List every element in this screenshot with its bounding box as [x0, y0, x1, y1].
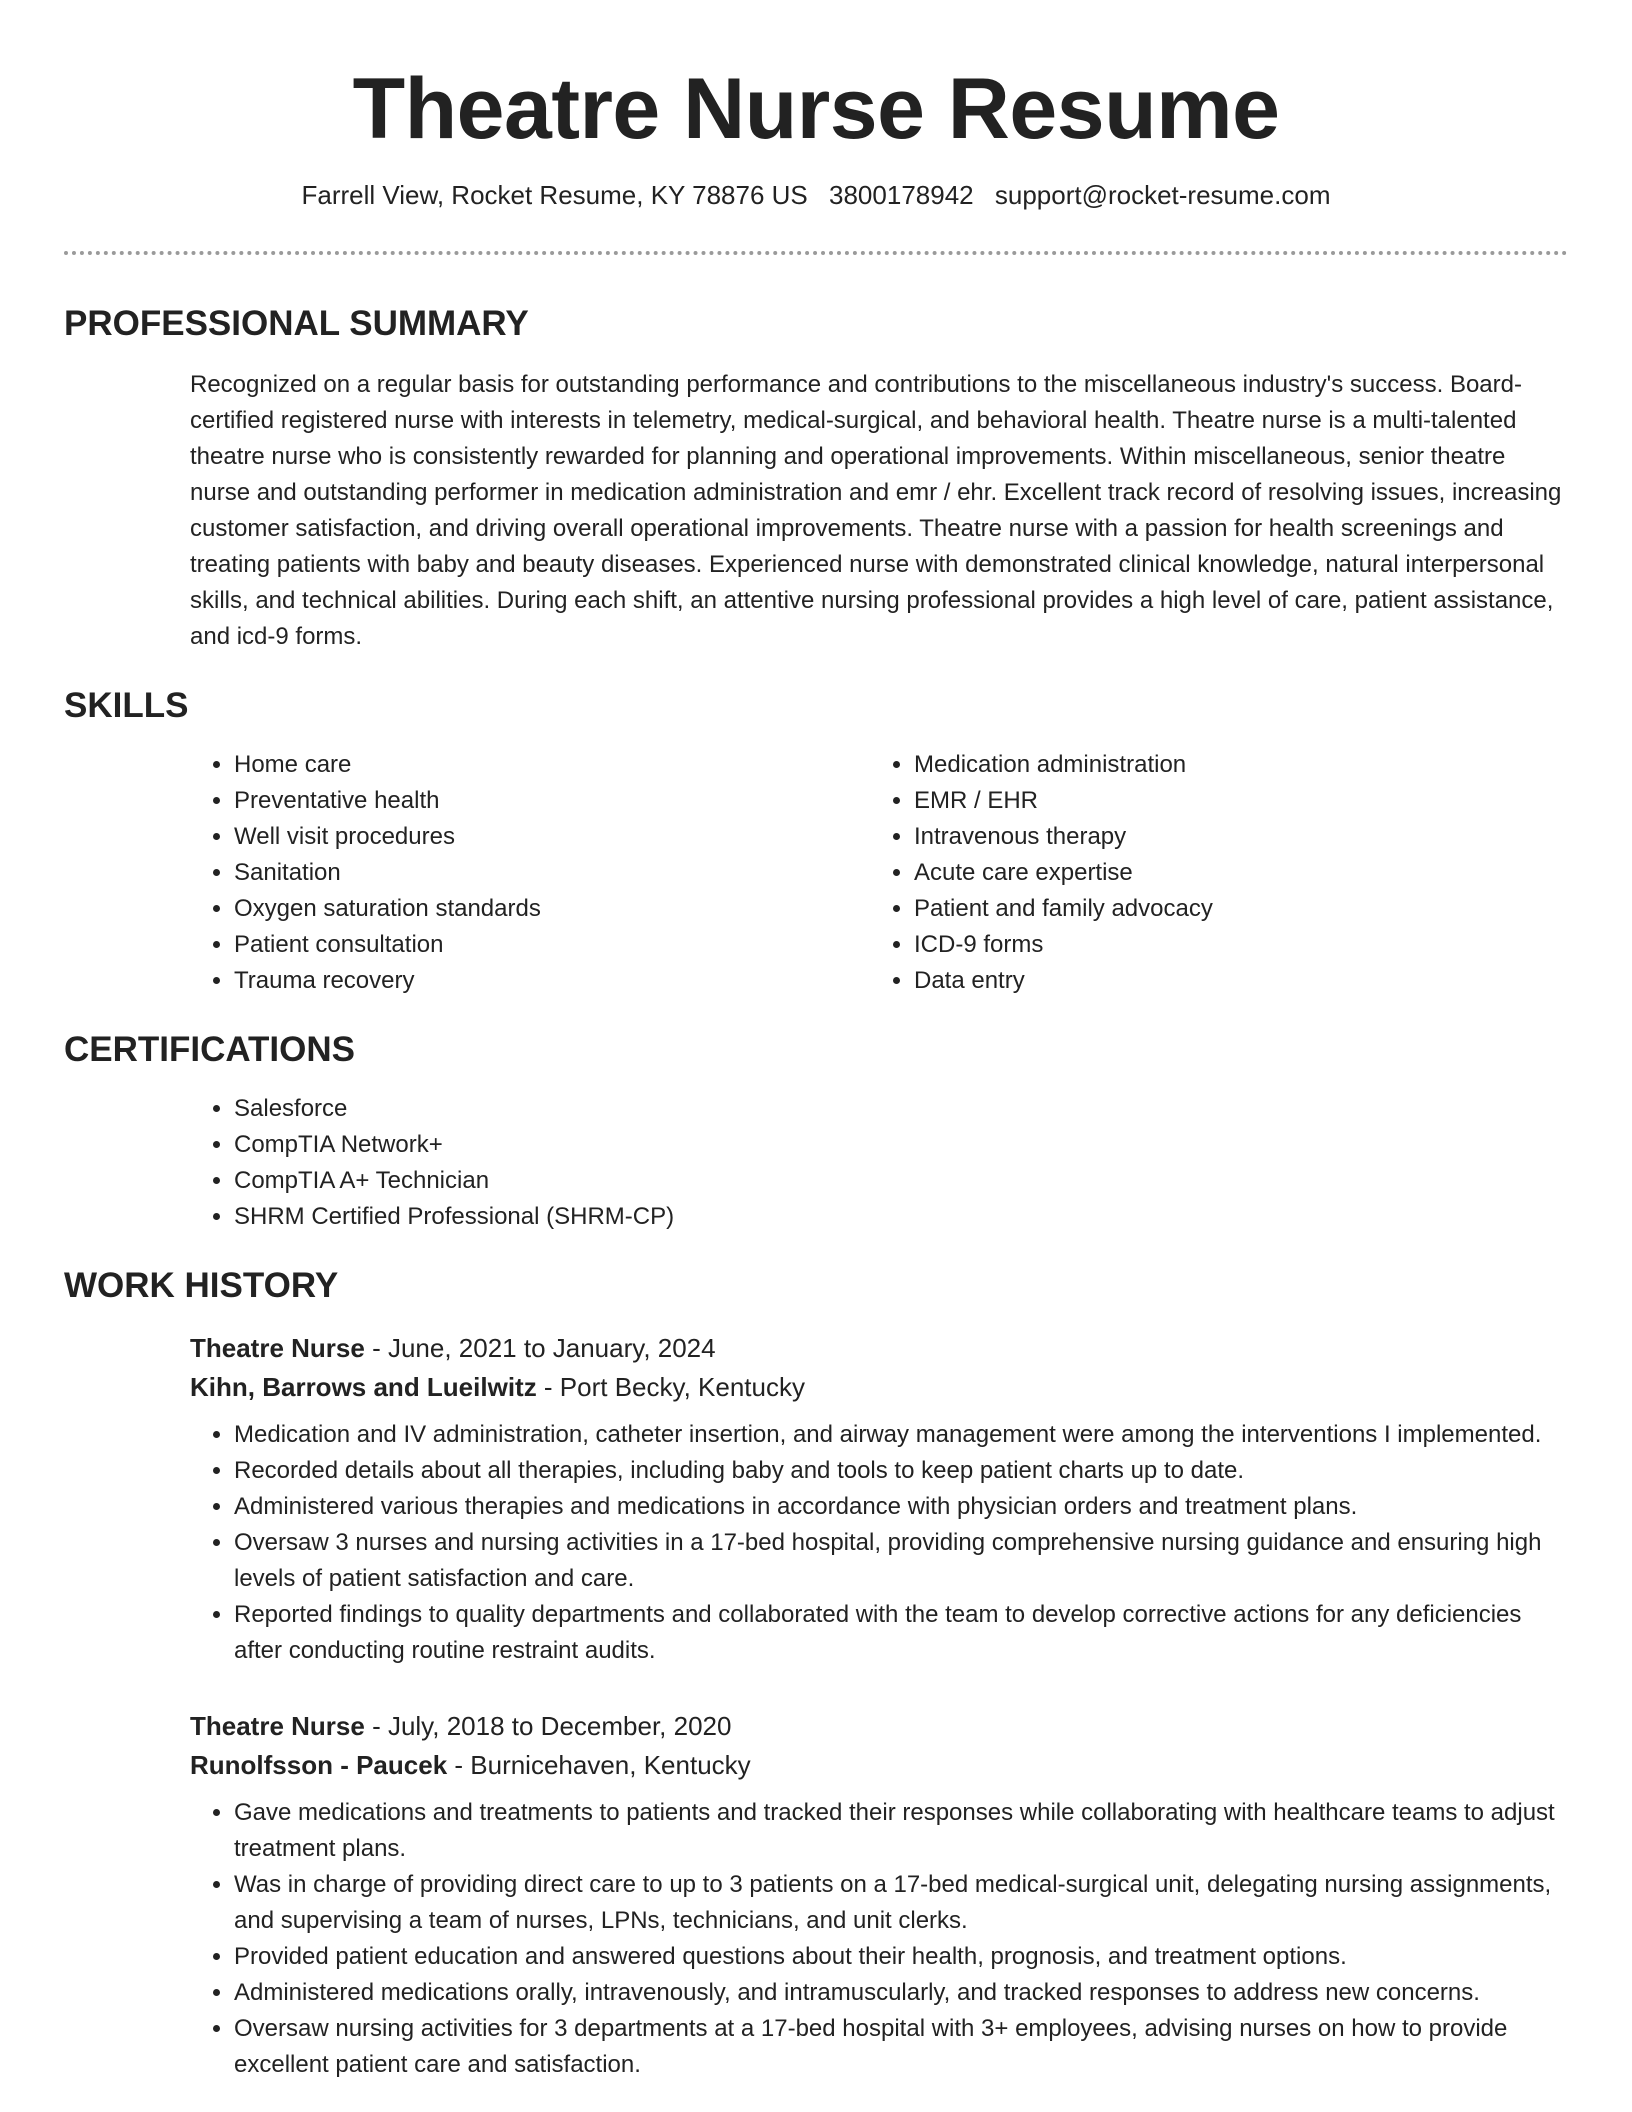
- work-history-heading: WORK HISTORY: [64, 1265, 339, 1305]
- list-item: • Administered various therapies and medications in accordance with physician orders and treatment plans.: [234, 1489, 1568, 1525]
- list-item: • Well visit procedures: [234, 819, 870, 855]
- contact-address: Farrell View, Rocket Resume, KY 78876 US: [301, 180, 808, 211]
- list-item: • Acute care expertise: [914, 855, 1550, 891]
- skills-list-right: [870, 747, 1550, 999]
- certifications-heading: CERTIFICATIONS: [64, 1029, 356, 1069]
- list-item: • Gave medications and treatments to patients and tracked their responses while collaborating with healthcare teams to adjust treatment plans.: [234, 1795, 1568, 1867]
- resume-title: Theatre Nurse Resume: [352, 61, 1280, 157]
- list-item: • SHRM Certified Professional (SHRM-CP): [234, 1199, 1568, 1235]
- list-item: • ICD-9 forms: [914, 927, 1550, 963]
- contact-line: [64, 179, 1568, 213]
- job-entry-2: [190, 1707, 1568, 2083]
- list-item: • Data entry: [914, 963, 1550, 999]
- job-dates: - June, 2021 to January, 2024: [364, 1332, 716, 1363]
- certifications-list: [190, 1091, 1568, 1235]
- list-item: • Salesforce: [234, 1091, 1568, 1127]
- list-item: • Home care: [234, 747, 870, 783]
- list-item: • Oversaw 3 nurses and nursing activities in a 17-bed hospital, providing comprehensive nursing guidance and ensuring high levels of patient satisfaction and care.: [234, 1525, 1568, 1597]
- list-item: • Administered medications orally, intravenously, and intramuscularly, and tracked responses to address new concerns.: [234, 1975, 1568, 2011]
- job-location: - Burnicehaven, Kentucky: [447, 1749, 751, 1780]
- list-item: • Preventative health: [234, 783, 870, 819]
- job-title-line: [190, 1707, 1568, 1746]
- list-item: • Recorded details about all therapies, including baby and tools to keep patient charts up to date.: [234, 1453, 1568, 1489]
- job-title: Theatre Nurse: [190, 1332, 365, 1363]
- list-item: • EMR / EHR: [914, 783, 1550, 819]
- skills-heading: SKILLS: [64, 685, 189, 725]
- job-company: Kihn, Barrows and Lueilwitz: [190, 1371, 537, 1402]
- job-bullets: [190, 1417, 1568, 1669]
- summary-heading: PROFESSIONAL SUMMARY: [64, 303, 529, 343]
- skills-list-left: [190, 747, 870, 999]
- list-item: • Medication administration: [914, 747, 1550, 783]
- job-title: Theatre Nurse: [190, 1710, 365, 1741]
- header-divider: [64, 251, 1568, 255]
- list-item: • Reported findings to quality departments and collaborated with the team to develop corrective actions for any deficiencies after conducting routine restraint audits.: [234, 1597, 1568, 1669]
- skills-columns: [190, 747, 1568, 999]
- list-item: • CompTIA Network+: [234, 1127, 1568, 1163]
- list-item: • Was in charge of providing direct care to up to 3 patients on a 17-bed medical-surgical unit, delegating nursing assignments, and supervising a team of nurses, LPNs, technicians, and unit clerks.: [234, 1867, 1568, 1939]
- resume-page: [64, 0, 1568, 2083]
- list-item: • Provided patient education and answered questions about their health, prognosis, and treatment options.: [234, 1939, 1568, 1975]
- list-item: • Patient and family advocacy: [914, 891, 1550, 927]
- list-item: • Patient consultation: [234, 927, 870, 963]
- list-item: • Oxygen saturation standards: [234, 891, 870, 927]
- job-bullets: [190, 1795, 1568, 2083]
- job-entry-1: [190, 1329, 1568, 1669]
- list-item: • Oversaw nursing activities for 3 departments at a 17-bed hospital with 3+ employees, advising nurses on how to provide excellent patient care and satisfaction.: [234, 2011, 1568, 2083]
- contact-email[interactable]: support@rocket-resume.com: [994, 180, 1331, 211]
- job-location: - Port Becky, Kentucky: [536, 1371, 805, 1402]
- job-dates: - July, 2018 to December, 2020: [364, 1710, 732, 1741]
- summary-text: Recognized on a regular basis for outstanding performance and contributions to the miscellaneous industry's success. Board-certified registered nurse with interests in telemetry, medical-surgical, and behavioral health. Theatre nurse is a multi-talented theatre nurse who is consistently rewarded for planning and operational improvements. Within miscellaneous, senior theatre nurse and outstanding performer in medication administration and emr / ehr. Excellent track record of resolving issues, increasing customer satisfaction, and driving overall operational improvements. Theatre nurse with a passion for health screenings and treating patients with baby and beauty diseases. Experienced nurse with demonstrated clinical knowledge, natural interpersonal skills, and technical abilities. During each shift, an attentive nursing professional provides a high level of care, patient assistance, and icd-9 forms.: [190, 370, 1562, 650]
- job-company-line: [190, 1746, 1568, 1785]
- list-item: • Medication and IV administration, catheter insertion, and airway management were among the interventions I implemented.: [234, 1417, 1568, 1453]
- list-item: • Intravenous therapy: [914, 819, 1550, 855]
- certifications-block: [190, 1091, 1568, 1235]
- list-item: • Trauma recovery: [234, 963, 870, 999]
- job-company-line: [190, 1368, 1568, 1407]
- list-item: • CompTIA A+ Technician: [234, 1163, 1568, 1199]
- job-company: Runolfsson - Paucek: [190, 1749, 448, 1780]
- list-item: • Sanitation: [234, 855, 870, 891]
- job-title-line: [190, 1329, 1568, 1368]
- contact-phone[interactable]: 3800178942: [829, 180, 974, 211]
